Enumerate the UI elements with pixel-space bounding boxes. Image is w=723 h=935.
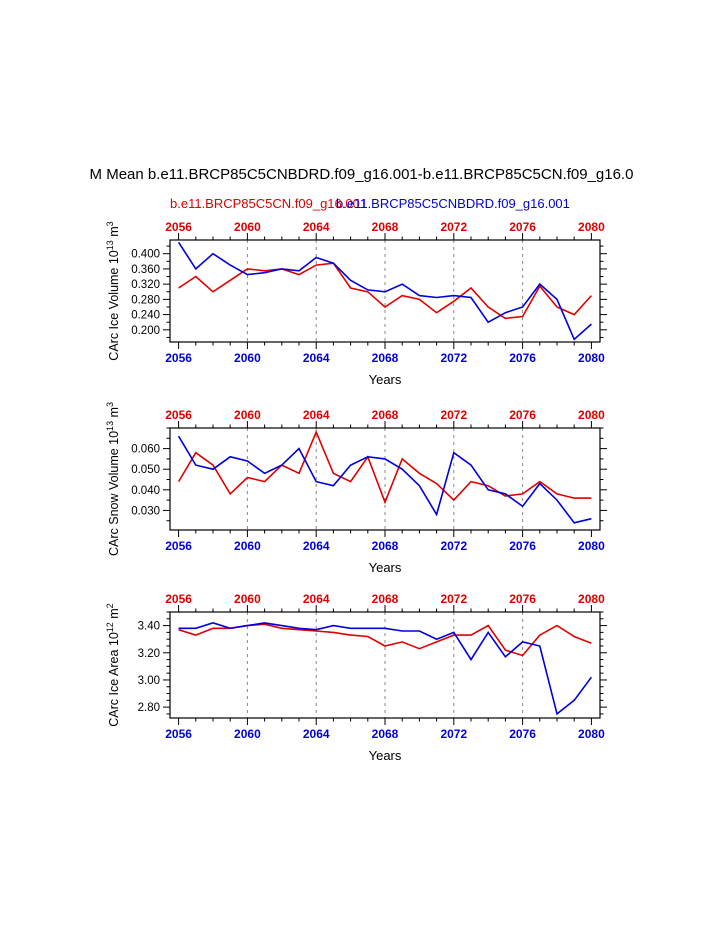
x-axis-title: Years (368, 372, 402, 387)
svg-text:0.280: 0.280 (131, 294, 160, 307)
svg-text:2056: 2056 (165, 220, 192, 234)
svg-text:2076: 2076 (509, 592, 536, 606)
legend-entry-blue: b.e11.BRCP85C5CNBDRD.f09_g16.001 (336, 196, 570, 211)
svg-text:2080: 2080 (578, 408, 605, 422)
svg-text:2068: 2068 (371, 408, 399, 422)
svg-text:0.400: 0.400 (131, 248, 160, 261)
svg-text:0.060: 0.060 (131, 443, 160, 456)
svg-text:2060: 2060 (234, 592, 261, 606)
svg-text:2056: 2056 (165, 727, 192, 741)
svg-text:2080: 2080 (578, 351, 605, 365)
x-axis-labels-top (165, 408, 605, 422)
svg-text:2072: 2072 (440, 408, 468, 422)
svg-text:0.040: 0.040 (131, 484, 160, 497)
y-axis-labels (131, 444, 160, 518)
svg-text:2056: 2056 (165, 592, 192, 606)
svg-text:2080: 2080 (578, 727, 605, 741)
svg-text:2080: 2080 (578, 220, 605, 234)
svg-text:2072: 2072 (440, 539, 468, 553)
x-axis-title: Years (368, 748, 402, 763)
svg-text:2080: 2080 (578, 539, 605, 553)
svg-text:2064: 2064 (302, 351, 330, 365)
x-axis-labels-bottom (165, 351, 605, 365)
tick-marks (163, 605, 607, 725)
svg-text:2064: 2064 (302, 408, 330, 422)
svg-text:2072: 2072 (440, 220, 468, 234)
legend-entry-red: b.e11.BRCP85C5CN.f09_g16.001 (170, 196, 368, 211)
svg-text:2072: 2072 (440, 727, 468, 741)
x-axis-labels-bottom (165, 727, 605, 741)
chart-ice-volume (0, 200, 723, 395)
x-axis-labels-top (165, 592, 605, 606)
svg-text:2076: 2076 (509, 408, 536, 422)
svg-text:2064: 2064 (302, 727, 330, 741)
y-axis-title: CArc Ice Volume $10^{13}$ $m^3$ (105, 221, 121, 361)
x-axis-labels-bottom (165, 539, 605, 553)
svg-text:0.360: 0.360 (131, 263, 160, 276)
plot-title: M Mean b.e11.BRCP85C5CNBDRD.f09_g16.001-b.e11.BRCP85C5CN.f09_g16.0 (89, 166, 634, 183)
svg-text:2080: 2080 (578, 592, 605, 606)
svg-text:0.200: 0.200 (131, 324, 160, 337)
svg-text:2064: 2064 (302, 539, 330, 553)
y-axis-labels (131, 249, 160, 337)
svg-text:3.40: 3.40 (137, 620, 160, 633)
svg-text:2068: 2068 (371, 592, 399, 606)
svg-text:2076: 2076 (509, 220, 536, 234)
svg-text:2064: 2064 (302, 220, 330, 234)
svg-text:2068: 2068 (371, 351, 399, 365)
svg-text:2056: 2056 (165, 539, 192, 553)
panel-svg (0, 200, 723, 390)
svg-text:0.050: 0.050 (131, 464, 160, 477)
svg-text:0.320: 0.320 (131, 279, 160, 292)
y-axis-title: CArc Ice Area $10^{12}$ $m^2$ (105, 603, 121, 727)
panel-svg (0, 390, 723, 578)
svg-text:2068: 2068 (371, 727, 399, 741)
x-axis-title: Years (368, 560, 402, 575)
svg-text:2076: 2076 (509, 727, 536, 741)
svg-text:2056: 2056 (165, 351, 192, 365)
chart-snow-volume (0, 390, 723, 583)
svg-text:2060: 2060 (234, 727, 261, 741)
svg-text:2056: 2056 (165, 408, 192, 422)
svg-text:2.80: 2.80 (137, 702, 160, 715)
svg-text:2072: 2072 (440, 592, 468, 606)
y-axis-title: CArc Snow Volume $10^{13}$ $m^3$ (105, 402, 121, 556)
svg-text:2072: 2072 (440, 351, 468, 365)
svg-text:0.030: 0.030 (131, 505, 160, 518)
svg-text:2060: 2060 (234, 351, 261, 365)
svg-text:2068: 2068 (371, 539, 399, 553)
svg-text:2060: 2060 (234, 539, 261, 553)
svg-text:2076: 2076 (509, 351, 536, 365)
svg-text:3.20: 3.20 (137, 647, 160, 660)
svg-text:2060: 2060 (234, 220, 261, 234)
svg-text:2064: 2064 (302, 592, 330, 606)
svg-text:2068: 2068 (371, 220, 399, 234)
svg-text:0.240: 0.240 (131, 309, 160, 322)
svg-text:3.00: 3.00 (137, 674, 160, 687)
x-axis-labels-top (165, 220, 605, 234)
svg-text:2076: 2076 (509, 539, 536, 553)
y-axis-labels (138, 621, 160, 715)
panel-svg (0, 576, 723, 766)
svg-text:2060: 2060 (234, 408, 261, 422)
chart-ice-area (0, 576, 723, 771)
